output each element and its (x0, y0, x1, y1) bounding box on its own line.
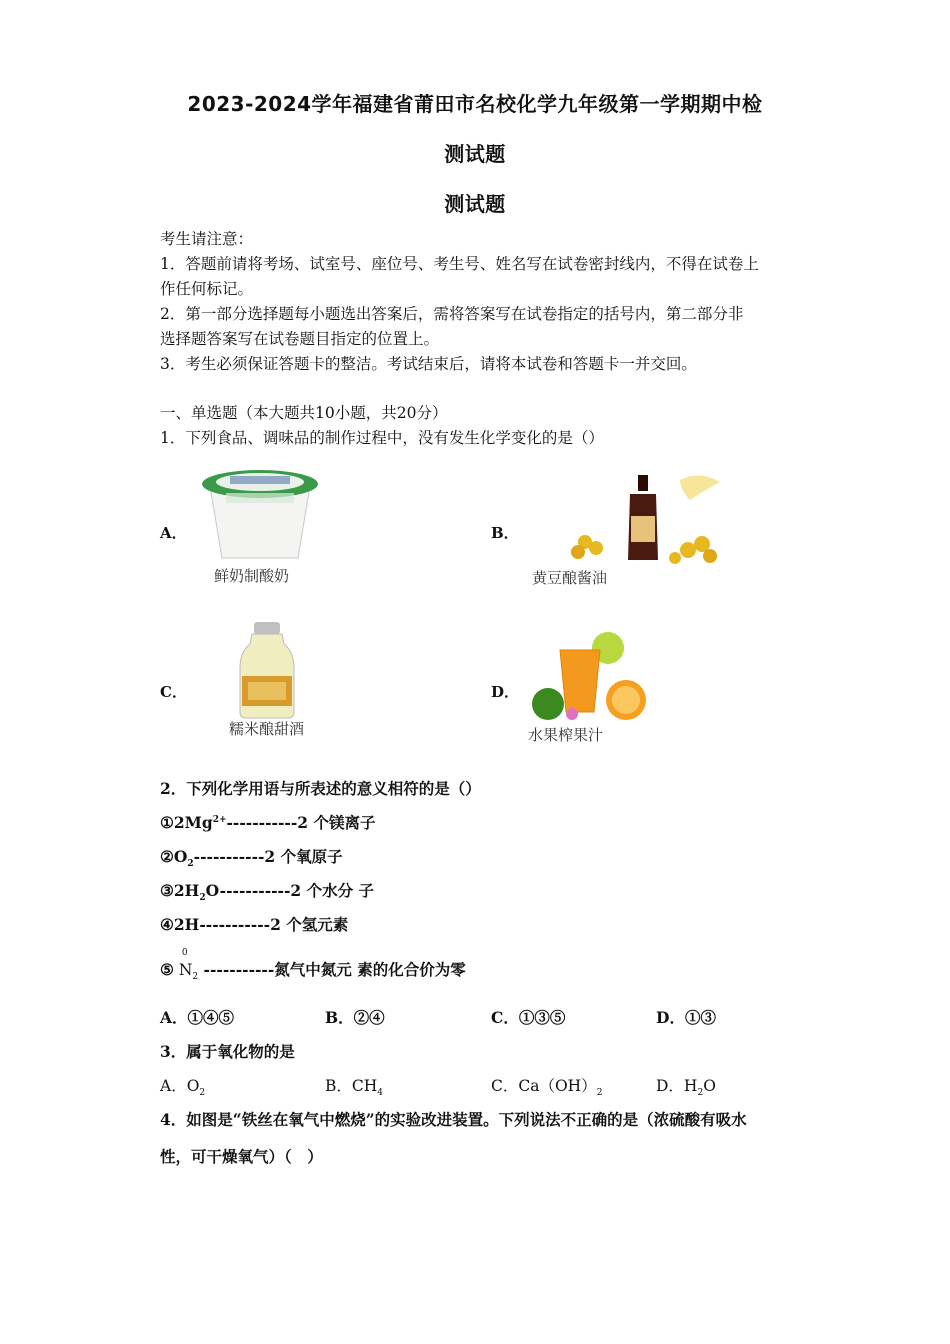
q1-option-d-caption: 水果榨果汁 (528, 726, 604, 744)
notice-line4: 选择题答案写在试卷题目指定的位置上。 (160, 330, 440, 348)
notice-heading: 考生请注意： (160, 230, 254, 248)
q3-stem: 3．属于氧化物的是 (160, 1042, 295, 1061)
q3-option-c: C．$Ca(OH)_2$ (491, 1077, 603, 1099)
q2-item-5: ⑤ 0 $N_2$ -----------氮气中氮元 素的化合价为零 (160, 948, 466, 983)
q1-option-c-label: C． (160, 683, 187, 701)
q1-option-d-label: D． (491, 683, 520, 701)
doc-title-line1: 2023-2024学年福建省莆田市名校化学九年级第一学期期中检 (187, 92, 763, 116)
soy-sauce-image (530, 470, 725, 570)
q2-item-2: $②O_2-----------2$ 个氧原子 (160, 847, 343, 870)
notice-line1: 1．答题前请将考场、试室号、座位号、考生号、姓名写在试卷密封线内，不得在试卷上 (160, 255, 759, 273)
q2-option-a: A．①④⑤ (160, 1008, 235, 1027)
q4-stem-line2: 性，可干燥氧气）（ ） (160, 1147, 323, 1166)
q1-option-b-caption: 黄豆酿酱油 (532, 569, 608, 587)
q2-stem: 2．下列化学用语与所表述的意义相符的是（） (160, 779, 481, 798)
fruit-juice-image (528, 630, 653, 725)
q2-option-b: B．②④ (325, 1008, 385, 1027)
q1-option-a-caption: 鲜奶制酸奶 (214, 567, 290, 585)
yogurt-image (190, 458, 330, 568)
doc-title-line2: 测试题 (444, 142, 506, 166)
q3-option-b: B．$CH_4$ (325, 1077, 384, 1099)
q3-option-a: A．$O_2$ (160, 1077, 206, 1099)
q1-option-c-caption: 糯米酿甜酒 (229, 720, 305, 738)
q2-option-d: D．①③ (656, 1008, 716, 1027)
q4-stem-line1: 4．如图是“铁丝在氧气中燃烧”的实验改进装置。下列说法不正确的是（浓硫酸有吸水 (160, 1110, 747, 1129)
notice-line5: 3．考生必须保证答题卡的整洁。考试结束后，请将本试卷和答题卡一并交回。 (160, 355, 697, 373)
notice-line2: 作任何标记。 (160, 280, 254, 298)
q3-option-d: D．$H_2O$ (656, 1077, 716, 1099)
q2-item-4: ④2H-----------2 个氢元素 (160, 915, 349, 934)
doc-title-line3: 测试题 (444, 192, 506, 216)
q2-option-c: C．①③⑤ (491, 1008, 566, 1027)
q1-stem: 1．下列食品、调味品的制作过程中，没有发生化学变化的是（） (160, 429, 604, 447)
notice-line3: 2．第一部分选择题每小题选出答案后，需将答案写在试卷指定的括号内，第二部分非 (160, 305, 744, 323)
rice-wine-image (232, 620, 302, 720)
q2-item-1: $①2Mg^{2+}-----------2$ 个镁离子 (160, 813, 376, 832)
section-heading: 一、单选题（本大题共10小题，共20分） (160, 404, 448, 422)
q1-option-a-label: A． (160, 524, 187, 542)
q1-option-b-label: B． (491, 524, 519, 542)
q2-item-3: $③2H_2O-----------2$ 个水分 子 (160, 881, 375, 904)
